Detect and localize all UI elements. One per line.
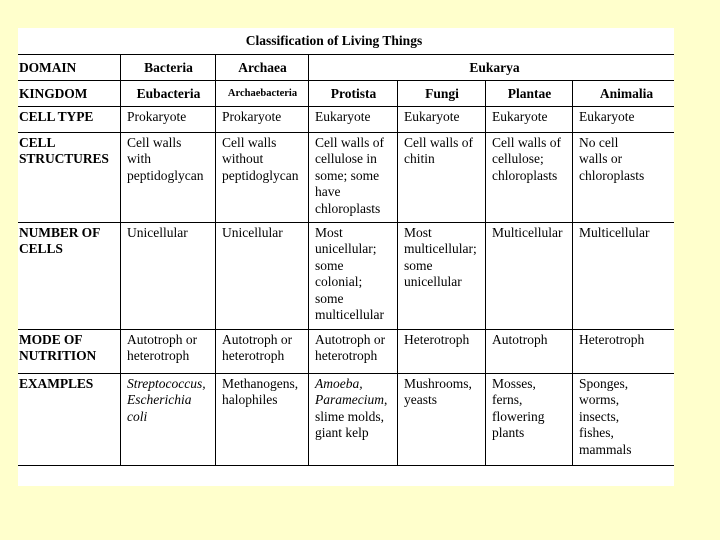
examples-protista — [309, 374, 398, 466]
number-of-cells-row — [18, 223, 674, 330]
examples-row — [18, 374, 674, 466]
cell-type-archaebacteria: Prokaryote — [216, 107, 309, 133]
cell-structures-eubacteria: Cell walls with peptidoglycan — [121, 133, 216, 223]
row-header-number-of-cells: NUMBER OF CELLS — [18, 223, 121, 330]
examples-archaebacteria: Methanogens, halophiles — [216, 374, 309, 466]
nutrition-animalia: Heterotroph — [573, 330, 675, 374]
kingdom-row — [18, 81, 674, 107]
row-header-cell-type: CELL TYPE — [18, 107, 121, 133]
cell-structures-animalia: No cell walls or chloroplasts — [573, 133, 675, 223]
domain-archaea: Archaea — [216, 55, 309, 81]
nutrition-fungi: Heterotroph — [398, 330, 486, 374]
mode-of-nutrition-row — [18, 330, 674, 374]
row-header-mode-of-nutrition: MODE OF NUTRITION — [18, 330, 121, 374]
cell-type-eubacteria: Prokaryote — [121, 107, 216, 133]
number-of-cells-plantae: Multicellular — [486, 223, 573, 330]
number-of-cells-animalia: Multicellular — [573, 223, 675, 330]
cell-structures-archaebacteria: Cell walls without peptidoglycan — [216, 133, 309, 223]
cell-type-fungi: Eukaryote — [398, 107, 486, 133]
number-of-cells-archaebacteria: Unicellular — [216, 223, 309, 330]
cell-type-row — [18, 107, 674, 133]
cell-structures-fungi: Cell walls of chitin — [398, 133, 486, 223]
cell-type-plantae: Eukaryote — [486, 107, 573, 133]
domain-eukarya: Eukarya — [309, 55, 675, 81]
cell-type-animalia: Eukaryote — [573, 107, 675, 133]
domain-row — [18, 55, 674, 81]
kingdom-fungi: Fungi — [398, 81, 486, 107]
cell-type-protista: Eukaryote — [309, 107, 398, 133]
classification-slide — [18, 28, 674, 486]
examples-fungi: Mushrooms, yeasts — [398, 374, 486, 466]
examples-plantae: Mosses, ferns, flowering plants — [486, 374, 573, 466]
examples-protista-genera: Amoeba, Paramecium — [315, 376, 384, 408]
kingdom-plantae: Plantae — [486, 81, 573, 107]
kingdom-eubacteria: Eubacteria — [121, 81, 216, 107]
kingdom-archaebacteria: Archaebacteria — [216, 81, 309, 107]
nutrition-archaebacteria: Autotroph or heterotroph — [216, 330, 309, 374]
table-title: Classification of Living Things — [245, 33, 423, 48]
nutrition-protista: Autotroph or heterotroph — [309, 330, 398, 374]
cell-structures-plantae: Cell walls of cellulose; chloroplasts — [486, 133, 573, 223]
nutrition-eubacteria: Autotroph or heterotroph — [121, 330, 216, 374]
row-header-kingdom: KINGDOM — [18, 81, 121, 107]
examples-animalia: Sponges, worms, insects, fishes, mammals — [573, 374, 675, 466]
number-of-cells-eubacteria: Unicellular — [121, 223, 216, 330]
row-header-cell-structures: CELL STRUCTURES — [18, 133, 121, 223]
classification-table — [18, 54, 674, 466]
domain-bacteria: Bacteria — [121, 55, 216, 81]
number-of-cells-protista: Most unicellular; some colonial; some multicellular — [309, 223, 398, 330]
examples-eubacteria: Streptococcus, Escherichia coli — [121, 374, 216, 466]
cell-structures-protista: Cell walls of cellulose in some; some have chloroplasts — [309, 133, 398, 223]
nutrition-plantae: Autotroph — [486, 330, 573, 374]
cell-structures-row — [18, 133, 674, 223]
row-header-examples: EXAMPLES — [18, 374, 121, 466]
row-header-domain: DOMAIN — [18, 55, 121, 81]
number-of-cells-fungi: Most multicellular; some unicellular — [398, 223, 486, 330]
examples-protista-common: , slime molds, giant kelp — [315, 392, 388, 441]
kingdom-protista: Protista — [309, 81, 398, 107]
kingdom-animalia: Animalia — [573, 81, 675, 107]
